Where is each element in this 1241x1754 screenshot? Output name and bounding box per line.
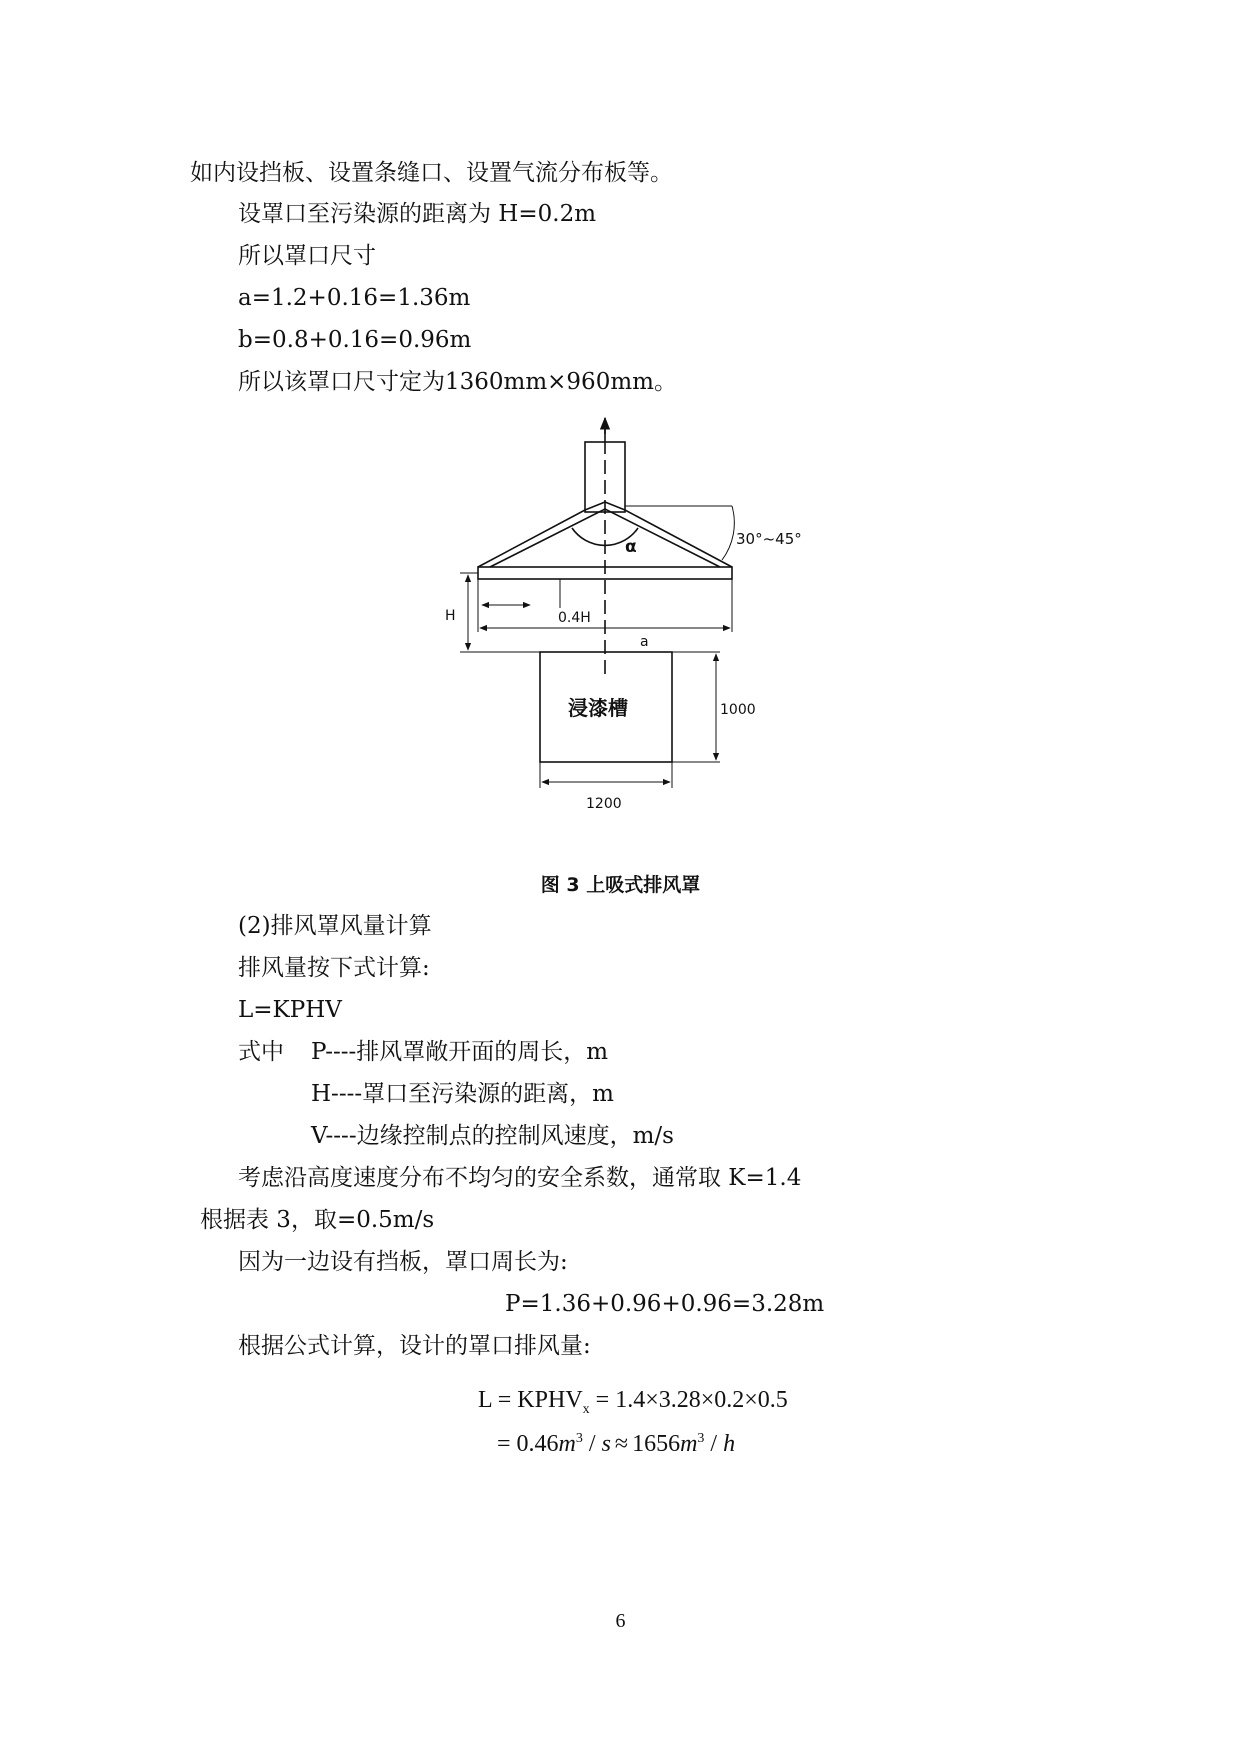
body-line-1: 如内设挡板、设置条缝口、设置气流分布板等。 <box>190 160 673 186</box>
body-line-10-prefix: 式中 <box>238 1039 284 1065</box>
body-line-3: 所以罩口尺寸 <box>238 243 376 269</box>
body-line-5: b=0.8+0.16=0.96m <box>238 327 472 353</box>
angle-label: 30°~45° <box>736 530 802 548</box>
formula-2-h: h <box>723 1431 736 1457</box>
formula-2-m: m <box>558 1431 576 1457</box>
formula-2-c: 1656 <box>632 1431 681 1457</box>
1000-label: 1000 <box>720 702 756 718</box>
formula-1-rhs: = 1.4×3.28×0.2×0.5 <box>589 1387 788 1413</box>
body-line-4: a=1.2+0.16=1.36m <box>238 285 471 311</box>
formula-1-lhs: L = KPHV <box>478 1387 583 1413</box>
formula-2-exp: 3 <box>575 1431 583 1446</box>
1200-label: 1200 <box>586 796 622 812</box>
body-line-8: 排风量按下式计算: <box>238 955 430 981</box>
h-label: H <box>445 608 456 624</box>
body-line-13: 考虑沿高度速度分布不均匀的安全系数，通常取 K=1.4 <box>238 1165 802 1191</box>
formula-2-sym: ≈ <box>614 1431 629 1457</box>
body-line-10: P----排风罩敞开面的周长，m <box>311 1039 609 1065</box>
hood-inner-outline <box>490 509 720 567</box>
body-line-12: V----边缘控制点的控制风速度，m/s <box>311 1123 674 1149</box>
body-line-17: 根据公式计算，设计的罩口排风量: <box>238 1333 591 1359</box>
angle-arc <box>722 506 734 560</box>
body-line-9: L=KPHV <box>238 997 342 1023</box>
body-line-16: P=1.36+0.96+0.96=3.28m <box>505 1291 825 1317</box>
body-line-11: H----罩口至污染源的距离，m <box>311 1081 614 1107</box>
body-line-15: 因为一边设有挡板，罩口周长为: <box>238 1249 568 1275</box>
tank-label: 浸漆槽 <box>568 696 628 720</box>
formula-1-sub: x <box>582 1401 590 1417</box>
formula-2-b: / <box>582 1431 602 1457</box>
alpha-label: α <box>625 537 637 557</box>
formula-2-m2: m <box>680 1431 698 1457</box>
figure-caption: 图 3 上吸式排风罩 <box>540 874 701 896</box>
formula-2-s: s <box>601 1431 611 1457</box>
formula-2-a: = 0.46 <box>497 1431 559 1457</box>
body-line-14: 根据表 3，取=0.5m/s <box>200 1207 435 1233</box>
a-label: a <box>640 634 649 650</box>
formula-2-exp2: 3 <box>697 1431 705 1446</box>
body-line-6: 所以该罩口尺寸定为1360mm×960mm。 <box>238 369 677 395</box>
page-number: 6 <box>615 1610 626 1632</box>
exhaust-hood-diagram <box>420 410 820 830</box>
formula-2-d: / <box>704 1431 724 1457</box>
formula-line-1 <box>478 1385 788 1425</box>
04h-label: 0.4H <box>558 610 591 626</box>
formula-line-2 <box>497 1424 735 1459</box>
body-line-7: (2)排风罩风量计算 <box>238 913 432 939</box>
body-line-2: 设罩口至污染源的距离为 H=0.2m <box>238 201 597 227</box>
